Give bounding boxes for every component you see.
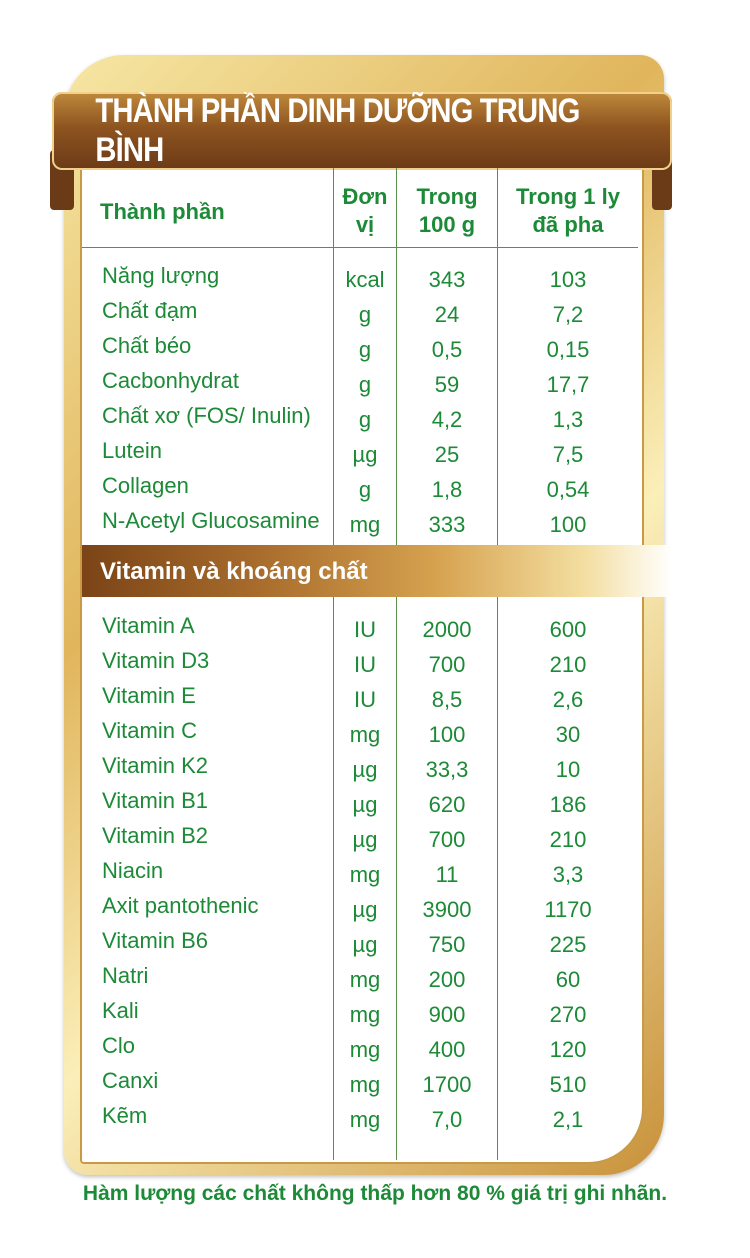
table-cell-unit: mg <box>349 1107 381 1132</box>
table-cell-perglass: 210 <box>549 652 587 677</box>
table-cell-per100: 7,0 <box>431 1107 463 1132</box>
table-cell-name: Kẽm <box>102 1103 148 1128</box>
table-cell-perglass: 100 <box>549 512 587 537</box>
table-cell-unit: mg <box>349 862 381 887</box>
table-cell-per100: 3900 <box>422 897 472 922</box>
header-unit-line1: Đơn <box>342 184 388 209</box>
table-cell-perglass: 120 <box>549 1037 587 1062</box>
table-cell-perglass: 7,5 <box>552 442 584 467</box>
table-cell-per100: 343 <box>428 267 466 292</box>
table-cell-unit: mg <box>349 1037 381 1062</box>
table-cell-perglass: 0,54 <box>546 477 590 502</box>
table-cell-perglass: 2,1 <box>552 1107 584 1132</box>
table-cell-unit: mg <box>349 1002 381 1027</box>
table-cell-perglass: 103 <box>549 267 587 292</box>
table-cell-unit: mg <box>349 967 381 992</box>
table-cell-per100: 100 <box>428 722 466 747</box>
table-cell-name: Vitamin B1 <box>102 788 208 813</box>
table-cell-name: Vitamin C <box>102 718 197 743</box>
table-cell-unit: IU <box>354 652 376 677</box>
table-cell-unit: µg <box>352 827 378 852</box>
table-cell-per100: 620 <box>428 792 466 817</box>
header-name: Thành phần <box>100 199 225 224</box>
table-cell-per100: 700 <box>428 827 466 852</box>
table-cell-name: Vitamin K2 <box>102 753 208 778</box>
table-cell-perglass: 17,7 <box>546 372 590 397</box>
table-cell-per100: 0,5 <box>431 337 463 362</box>
table-cell-name: Kali <box>102 998 139 1023</box>
table-cell-name: Vitamin B2 <box>102 823 208 848</box>
table-cell-unit: mg <box>349 722 381 747</box>
table-cell-per100: 59 <box>434 372 460 397</box>
table-cell-unit: g <box>358 477 372 502</box>
table-cell-perglass: 30 <box>555 722 581 747</box>
table-cell-perglass: 60 <box>555 967 581 992</box>
table-cell-name: Lutein <box>102 438 162 463</box>
table-cell-per100: 11 <box>435 862 459 887</box>
table-cell-unit: µg <box>352 792 378 817</box>
table-cell-name: Clo <box>102 1033 136 1058</box>
table-cell-name: Vitamin B6 <box>102 928 208 953</box>
header-perglass <box>498 183 638 239</box>
table-cell-name: Cacbonhydrat <box>102 368 239 393</box>
table-cell-name: Vitamin D3 <box>102 648 210 673</box>
table-cell-unit: IU <box>354 687 376 712</box>
header-perglass-line2: đã pha <box>532 212 604 237</box>
table-cell-per100: 750 <box>428 932 466 957</box>
table-cell-unit: IU <box>354 617 376 642</box>
table-cell-name: Chất đạm <box>102 298 198 323</box>
table-cell-per100: 25 <box>434 442 460 467</box>
table-cell-per100: 33,3 <box>425 757 469 782</box>
header-perglass-line1: Trong 1 ly <box>516 184 620 209</box>
table-cell-unit: µg <box>352 897 378 922</box>
table-cell-per100: 333 <box>428 512 466 537</box>
footnote: Hàm lượng các chất không thấp hơn 80 % giá trị ghi nhãn. <box>82 1182 668 1205</box>
table-cell-perglass: 1170 <box>544 897 592 922</box>
table-cell-per100: 24 <box>434 302 460 327</box>
header-per100-line2: 100 g <box>418 212 476 237</box>
table-cell-unit: µg <box>352 442 378 467</box>
table-cell-unit: µg <box>352 757 378 782</box>
table-cell-name: Canxi <box>102 1068 159 1093</box>
table-cell-perglass: 510 <box>549 1072 587 1097</box>
table-cell-per100: 1700 <box>422 1072 472 1097</box>
table-cell-unit: mg <box>349 512 381 537</box>
table-cell-name: Vitamin E <box>102 683 196 708</box>
table-cell-name: N-Acetyl Glucosamine <box>102 508 320 533</box>
table-cell-perglass: 2,6 <box>552 687 584 712</box>
table-cell-unit: g <box>358 337 372 362</box>
table-cell-perglass: 225 <box>549 932 587 957</box>
header-unit <box>334 183 396 239</box>
table-cell-per100: 1,8 <box>431 477 463 502</box>
table-cell-unit: µg <box>352 932 378 957</box>
table-cell-name: Chất béo <box>102 333 192 358</box>
table-cell-perglass: 3,3 <box>552 862 584 887</box>
table-cell-per100: 2000 <box>422 617 472 642</box>
table-cell-name: Axit pantothenic <box>102 893 259 918</box>
header-per100 <box>397 183 497 239</box>
section-title: Vitamin và khoáng chất <box>100 558 368 585</box>
header-per100-line1: Trong <box>416 184 478 209</box>
table-cell-perglass: 210 <box>549 827 587 852</box>
table-cell-name: Niacin <box>102 858 164 883</box>
table-cell-perglass: 7,2 <box>552 302 584 327</box>
header-separator <box>82 247 638 248</box>
table-cell-unit: g <box>358 407 372 432</box>
table-cell-perglass: 10 <box>555 757 581 782</box>
table-cell-perglass: 600 <box>549 617 587 642</box>
table-cell-name: Chất xơ (FOS/ Inulin) <box>102 403 311 428</box>
table-cell-per100: 8,5 <box>431 687 463 712</box>
table-cell-per100: 4,2 <box>431 407 463 432</box>
table-cell-unit: g <box>358 302 372 327</box>
table-cell-perglass: 186 <box>549 792 587 817</box>
table-cell-name: Năng lượng <box>102 263 220 288</box>
table-cell-perglass: 1,3 <box>552 407 584 432</box>
table-cell-unit: mg <box>349 1072 381 1097</box>
table-cell-unit: g <box>358 372 372 397</box>
table-cell-per100: 900 <box>428 1002 466 1027</box>
table-cell-unit: kcal <box>345 267 385 292</box>
page-title: THÀNH PHẦN DINH DƯỠNG TRUNG BÌNH <box>95 92 580 169</box>
table-cell-per100: 700 <box>428 652 466 677</box>
table-cell-perglass: 0,15 <box>546 337 590 362</box>
table-cell-name: Collagen <box>102 473 189 498</box>
table-cell-per100: 200 <box>428 967 466 992</box>
table-cell-name: Natri <box>102 963 149 988</box>
table-cell-per100: 400 <box>428 1037 466 1062</box>
header-unit-line2: vị <box>355 212 375 237</box>
table-cell-perglass: 270 <box>549 1002 587 1027</box>
table-cell-name: Vitamin A <box>102 613 195 638</box>
